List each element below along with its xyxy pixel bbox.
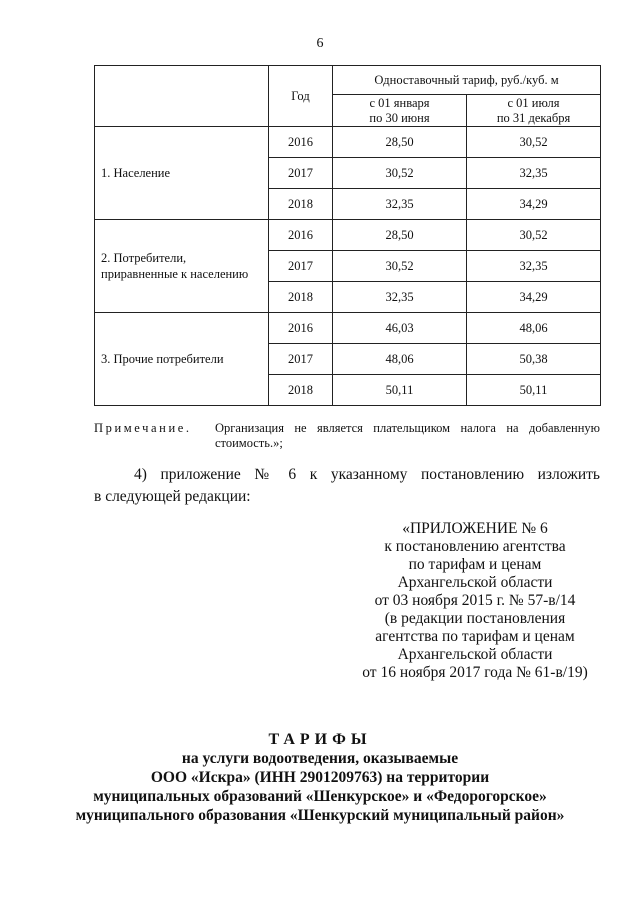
category-cell: 1. Население	[95, 127, 269, 220]
appendix-header	[340, 520, 610, 682]
title-line: на услуги водоотведения, оказываемые	[181, 750, 459, 767]
year-cell: 2016	[269, 313, 333, 344]
category-cell: 2. Потребители, приравненные к населению	[95, 220, 269, 313]
year-cell: 2018	[269, 375, 333, 406]
value-cell: 32,35	[467, 158, 601, 189]
value-cell: 48,06	[333, 344, 467, 375]
value-cell: 30,52	[467, 127, 601, 158]
note-text-continued: стоимость.»;	[215, 436, 283, 450]
table-row	[95, 220, 601, 251]
value-cell: 46,03	[333, 313, 467, 344]
header-year: Год	[269, 66, 333, 127]
value-cell: 30,52	[333, 158, 467, 189]
category-cell: 3. Прочие потребители	[95, 313, 269, 406]
value-cell: 50,38	[467, 344, 601, 375]
appendix-line: агентства по тарифам и ценам	[375, 628, 575, 645]
value-cell: 30,52	[467, 220, 601, 251]
year-cell: 2017	[269, 251, 333, 282]
value-cell: 34,29	[467, 282, 601, 313]
header-category-empty	[95, 66, 269, 127]
paragraph-line-1: 4) приложение № 6 к указанному постановлению изложить	[134, 466, 600, 483]
appendix-line: Архангельской области	[397, 646, 553, 663]
year-cell: 2017	[269, 158, 333, 189]
table-row	[95, 127, 601, 158]
header-tariff: Одноставочный тариф, руб./куб. м	[333, 66, 601, 95]
paragraph-line-2: в следующей редакции:	[94, 488, 251, 505]
title-line: ООО «Искра» (ИНН 2901209763) на территории	[150, 769, 490, 786]
appendix-line: от 16 ноября 2017 года № 61-в/19)	[362, 664, 588, 681]
note-label: Примечание.	[94, 421, 192, 435]
year-cell: 2016	[269, 127, 333, 158]
tariff-table	[94, 65, 601, 406]
year-cell: 2016	[269, 220, 333, 251]
value-cell: 50,11	[467, 375, 601, 406]
appendix-line: от 03 ноября 2015 г. № 57-в/14	[374, 592, 576, 609]
appendix-line: «ПРИЛОЖЕНИЕ № 6	[402, 520, 548, 537]
year-cell: 2018	[269, 282, 333, 313]
value-cell: 28,50	[333, 220, 467, 251]
header-period-1: с 01 января по 30 июня	[333, 95, 467, 127]
title-line: муниципального образования «Шенкурский муниципальный район»	[75, 807, 565, 824]
value-cell: 48,06	[467, 313, 601, 344]
year-cell: 2018	[269, 189, 333, 220]
document-title	[0, 730, 640, 825]
appendix-line: Архангельской области	[397, 574, 553, 591]
value-cell: 34,29	[467, 189, 601, 220]
value-cell: 28,50	[333, 127, 467, 158]
year-cell: 2017	[269, 344, 333, 375]
value-cell: 30,52	[333, 251, 467, 282]
page-number: 6	[316, 36, 324, 51]
appendix-line: (в редакции постановления	[384, 610, 566, 627]
value-cell: 50,11	[333, 375, 467, 406]
value-cell: 32,35	[467, 251, 601, 282]
value-cell: 32,35	[333, 189, 467, 220]
value-cell: 32,35	[333, 282, 467, 313]
appendix-line: к постановлению агентства	[384, 538, 566, 555]
title-heading: ТАРИФЫ	[268, 731, 372, 748]
appendix-line: по тарифам и ценам	[408, 556, 542, 573]
header-period-2: с 01 июля по 31 декабря	[467, 95, 601, 127]
title-line: муниципальных образований «Шенкурское» и «Федорогорское»	[93, 788, 547, 805]
table-row	[95, 313, 601, 344]
note-text: Организация не является плательщиком налога на добавленную	[215, 421, 600, 435]
